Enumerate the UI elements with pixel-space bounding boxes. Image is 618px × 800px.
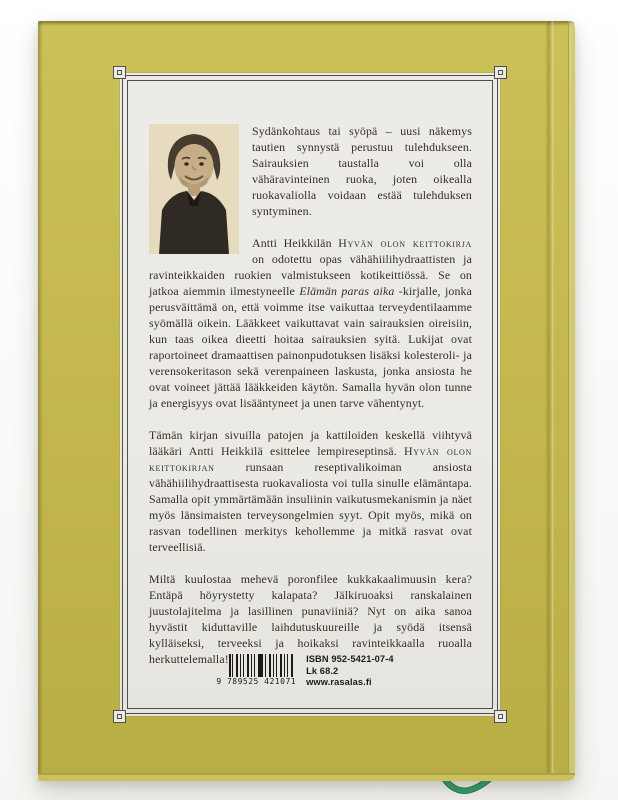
blurb-paragraph: Sydänkohtaus tai syöpä – uusi näkemys tautien synnystä perustuu tulehdukseen. Sairauksien taustalla voi olla vähäravinteinen ruoka, joten oikealla ruokavaliolla voidaan estää tulehduksen syntyminen.	[252, 124, 472, 218]
author-photo	[149, 124, 239, 254]
blurb-panel	[120, 73, 500, 716]
blurb-text	[149, 123, 472, 683]
book-left-edge	[38, 21, 43, 781]
classification-text: Lk 68.2	[306, 665, 339, 676]
blurb-paragraph: Miltä kuulostaa mehevä poronfilee kukkakaalimuusin kera? Entäpä höyrystetty kalapata? Jälkiruoaksi ranskalainen juustolajitelma ja lasillinen punaviiniä? Nyt on aika sanoa hyvästit kiduttaville laihdutuskuureille ja syödä itsensä kylläiseksi, terveeksi ja hoikaksi ravinteikkaalla ruoalla herkuttelemalla!	[149, 572, 472, 666]
book-fore-edge	[568, 21, 575, 781]
book-hinge-groove	[545, 21, 554, 781]
website-text: www.rasalas.fi	[306, 677, 372, 687]
blurb-paragraph: Antti Heikkilän Hyvän olon keittokirja on odotettu opas vähähiilihydraattisten ja ravinteikkaiden ruokien valmistukseen kotikeittiössä. Se on jatkoa aiemmin ilmestyneelle Elämän paras aika -kirjalle, jonka perusväittämä on, että voimme itse vaikuttaa terveydentilaamme syömällä oikein. Lääkkeet vaikuttavat vain sairauksien oireisiin, kun taas oikea dieetti hoitaa sairauksien syitä. Lukijat ovat raportoineet dramaattisen painonpudotuksen lisäksi kolesteroli- ja verensokeritason sekä verenpaineen laskusta, jonka ansiosta he ovat voineet jättää lääkkeiden käytön. Samalla hyvän olon tunne ja energisyys ovat lisääntyneet ja unen tarve vähentynyt.	[149, 236, 472, 410]
barcode-bars	[229, 654, 293, 677]
barcode-digits: 9 789525 421071	[216, 677, 297, 686]
colophon	[120, 654, 500, 689]
book-back-cover	[38, 21, 575, 781]
isbn-text: ISBN 952-5421-07-4	[306, 654, 394, 664]
barcode	[216, 654, 297, 687]
book-bottom-edge	[38, 773, 575, 781]
frame-corner-ornament	[113, 66, 126, 79]
frame-corner-ornament	[113, 710, 126, 723]
author-portrait-illustration	[149, 124, 239, 254]
blurb-paragraph: Tämän kirjan sivuilla patojen ja kattiloiden keskellä viihtyvä lääkäri Antti Heikkilä esittelee lempireseptinsä. Hyvän olon keittokirjan runsaan reseptivalikoiman ansiosta vähähiilihydraattisesta ruokavaliosta voi tulla sinulle elämäntapa. Samalla opit ymmärtämään insuliinin vaikutusmekanismin ja näet myös länsimaisten terveysongelmien syyt. Opit myös, mikä on rasvan todellinen merkitys kehollemme ja mitkä rasvat ovat terveellisiä.	[149, 428, 472, 554]
publisher-info	[306, 654, 394, 689]
frame-corner-ornament	[494, 710, 507, 723]
frame-corner-ornament	[494, 66, 507, 79]
book-top-edge	[38, 21, 575, 26]
